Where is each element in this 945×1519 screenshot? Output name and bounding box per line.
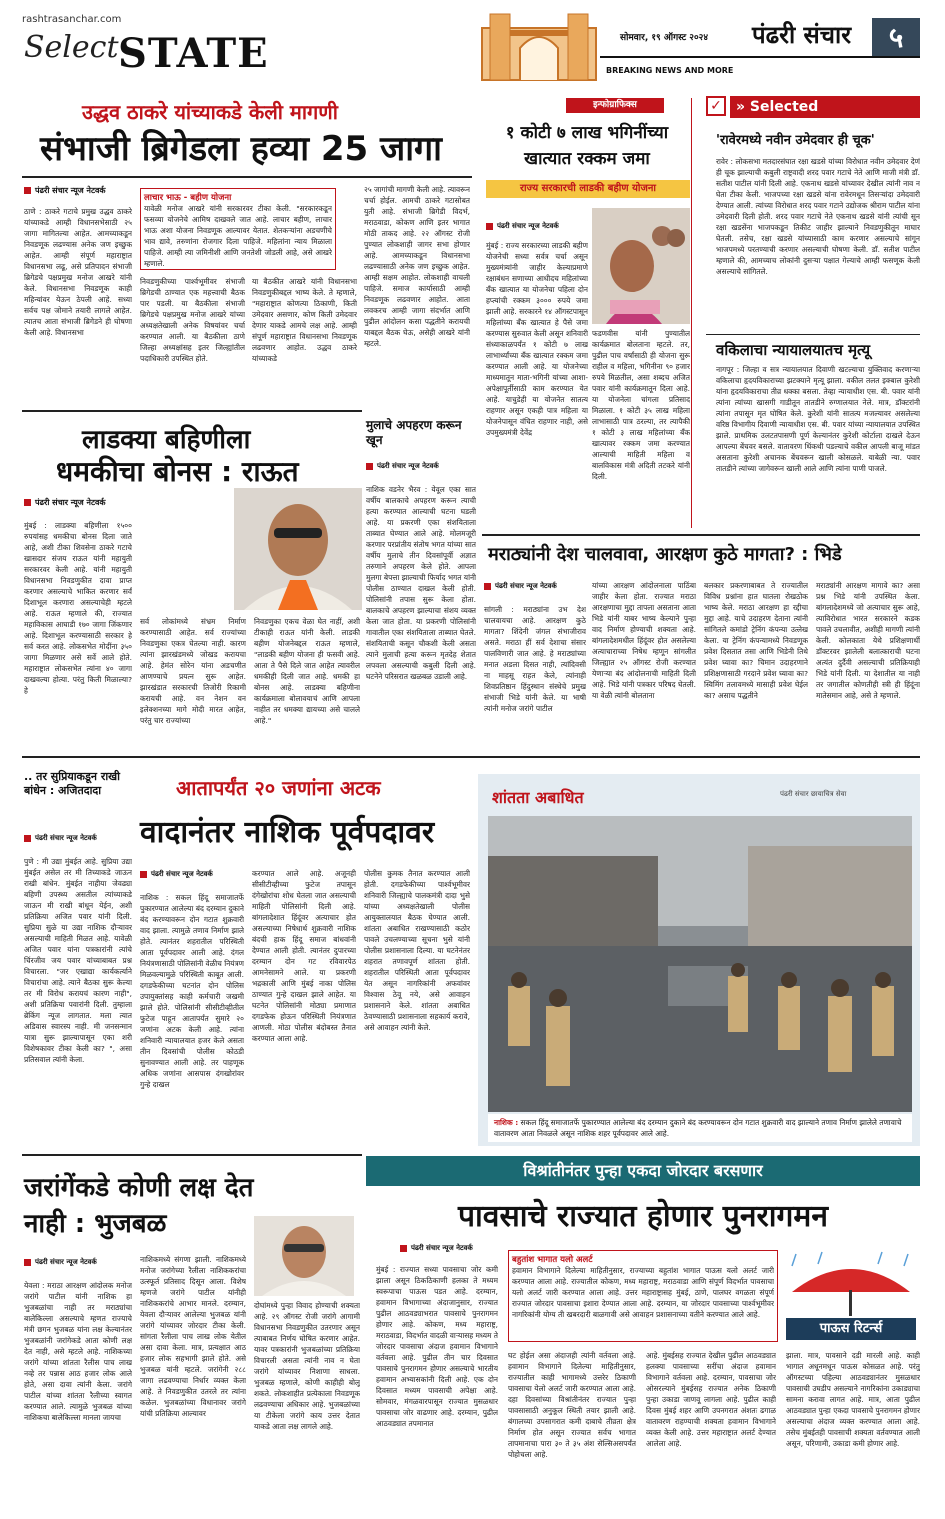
s1-column-4: २५ जागांची मागणी केली आहे. त्यावरून चर्चा होईल. आमची ठाकरे गटासोबत युती आहे. संभाजी ब्रिगेडी विदर्भ, मराठवाडा, कोकण आणि इतर भागात मोठी ताकद आहे. २२ ऑगस्ट रोजी पुण्यात लोकशाही जागर सभा होणार आहे. आमच्याकडून विधानसभा लढण्यासाठी अनेक जण इच्छुक आहेत. आम्ही सक्षम आहोत. लोकशाही वाचली पाहिजे. समाज कार्यासाठी आम्ही निवडणूक लढवणार आहोत. आता लवकरच आम्ही जागा संदर्भात आणि पुढील आंदोलन कसा पद्धतीने करायची याबद्दल बैठक घेऊ, असेही आखरे यांनी म्हटले.	[364, 185, 470, 348]
checkmark-icon: ✓	[706, 96, 726, 116]
byline-text: पंढरी संचार न्यूज नेटवर्क	[35, 498, 106, 507]
s9-column-2: करण्यात आले आहे. अजूनही सीसीटीव्हीच्या फुटेज तपासून दंगेखोरांचा शोध घेतला जात असल्याची माहिती पोलिसांनी दिली आहे. बांगलादेशात हिंदूंवर अत्याचार होत असल्याच्या निषेधार्थ शुक्रवारी नाशिक बंदची हाक हिंदू समाज बांधवांनी देण्यात आली होती. त्यानंतर दुपारच्या दरम्यान दोन गट रविवारपेठ आमनेसामने आले. या प्रकरणी भद्रकाली आणि मुंबई नाका पोलिस ठाण्यात गुन्हे दाखल झाले आहेत. या घटनेत पोलिसांनी मोठ्या प्रमाणात दगडफेक होऊन परिस्थिती नियंत्रणात आणली. मोठा पोलीस बंदोबस्त तैनात करण्यात आला आहे.	[252, 869, 356, 1043]
s7-column-4: मराठ्यांनी आरक्षण मागावे का? असा प्रश्न भिडे यांनी उपस्थित केला. बांगलादेशमध्ये जो अत्याचार सुरू आहे, त्याविरोधात भारत सरकारने कडक पावले उचलावीत, अशीही मागणी त्यांनी केली. कोलकाता येथे प्रशिक्षणार्थी डॉक्टरवर झालेली बलात्काराची घटना अत्यंत दुर्दैवी असल्याची प्रतिक्रियाही भिडे यांनी दिली. या देशातील या नाही तर जगातील कोणतीही स्त्री ही हिंदूंना मातेसमान आहे, असे ते म्हणाले.	[816, 581, 920, 700]
s11-column-1: येवला : मराठा आरक्षण आंदोलक मनोज जरांगे पाटील यांनी नाशिक हा भुजबळांचा नाही तर मराठ्यांचा बालेकिल्ला असल्याचे म्हणत राज्याचे मंत्री छगन भुजबळ यांना लक्ष केल्यानंतर भुजबळांनी जरांगेकडे आता कोणी लक्ष देत नाही, असे म्हटले आहे. नाशिकच्या जरांगे यांच्या शांतता रैलीस पाच लाख नव्हे तर पन्नास आठ हजार लोक आले होते, असा दावा त्यांनी केला. जरांगे पाटील यांच्या शांतता रैलीच्या स्वागत करण्यात आले. त्यामुळे भुजबळ यांच्या नाशिकचा बालेकिल्ला मानला जायचा	[24, 1281, 132, 1422]
byline-text: पंढरी संचार न्यूज नेटवर्क	[377, 462, 439, 470]
s4-headline-1: १ कोटी ७ लाख भगिनींच्या	[505, 123, 669, 143]
sanjay-raut-photo	[234, 488, 362, 610]
divider	[22, 756, 920, 758]
byline-text: पंढरी संचार न्यूज नेटवर्क	[35, 834, 97, 842]
selected-label: Selected	[749, 99, 819, 115]
s7-column-3: बलकार प्रकरणाबाबत ते राज्यातील विविध प्रश्नांना हात घातला रोखठोक भाष्य केले. मराठा आरक्षण हा रद्दीचा मुद्दा आहे. याचे उदाहरण देताना त्यांनी सांगितले कमांडो ट्रेनिंग कंपन्या उत्लेख केला. या ट्रेनिंग कंपन्यामध्ये निवडणूक प्रवेश दिसतात तसा आणि भिडेनी तिथे प्रवेश घ्यावा का? चिमान उदाहरणाने प्रशिक्षणासाठी गरदाने प्रवेश घ्यावा का? स्विमिंग तलावमध्ये मासाही प्रवेश घेईल का? असाच पद्धतीने	[704, 581, 808, 700]
s4-column-2: फडणवीस यांनी पुण्यातील कार्यक्रमात बोलताना म्हटले. तर, पुढील पाच वर्षांसाठी ही योजना सुरू राहील व महिला, भगिनीना ९० हजार रुपये मिळतील, असा शब्दच अजित पवार यांनी कार्यक्रमातून दिला आहे. या योजनेला चांगला प्रतिसाद मिळाला. १ कोटी ३५ लाख महिला लाभासाठी पात्र ठरल्या, तर त्यापैकी १ कोटी ३ लाख महिलांच्या बँक खात्यावर रक्कम जमा करण्यात आल्याची माहिती महिला व बालविकास मंत्री अदिती तटकरे यांनी दिली.	[592, 329, 690, 481]
s10-caption	[488, 1114, 912, 1142]
s5-text: रावेर : लोकसभा मतदारसंघात रक्षा खडसे यांच्या विरोधात नवीन उमेदवार देणं ही चूक झाल्याची कबुली राष्ट्रवादी शरद पवार गटाचे नेते आणि माजी मंत्री डॉ. सतीश पाटील यांनी दिली आहे. एकनाथ खडसे यांच्यावर देखील त्यांनी नाव न घेता टीका केली. भाजपच्या रक्षा खडसे यांना रावेरमधून तिसऱ्यांदा उमेदवारी देण्यात आली. त्यांच्या विरोधात शरद पवार गटाने उद्योजक श्रीराम पाटील यांना उमेदवारी दिली होती. शरद पवार गटाचे नेते एकनाथ खडसे यांनी त्यांची सून रक्षा खडसेंना भाजपकडून तिकीट जाहीर झाल्याने निवडणुकीतून माघार घेतली. तसेच, रक्षा खडसे यांच्यासाठी काम करणार असल्याचे सांगून भाजपमध्ये परतण्याची करणार असल्याची घोषणा केली. डॉ. सतीश पाटील म्हणाले की, आमच्याच लोकांनी दुसऱ्या पक्षात गेल्याचे आम्ही फसणूक केली असल्याचे सांगितले.	[716, 157, 920, 276]
divider	[482, 534, 920, 536]
divider	[22, 1154, 362, 1156]
s2-headline-line1: लाडक्या बहिणीला	[82, 425, 251, 455]
selected-banner: » Selected	[730, 96, 920, 118]
nashik-street-photo	[488, 816, 912, 1112]
s9-column-1: नाशिक : सकल हिंदू समाजातर्फे पुकारण्यात आलेल्या बंद दरम्यान दुकाने बंद करण्यावरून दोन गटात शुक्रवारी वाद झाला. त्यामुळे तणाव निर्माण झाले होते. त्यानंतर शहरातील परिस्थिती आता पूर्वपदावर आली आहे. दंगल नियंत्रणासाठी पोलिसांनी वेळीच नियंत्रण मिळवल्यामुळे परिस्थिती काबूत आली. दगडफेकीच्या घटनांत दोन पोलिस उपायुक्तांसह काही कर्मचारी जखमी झाले होते. पोलिसांनी सीसीटीव्हीतील फुटेज पाहून आतापर्यंत सुमारे २० जणांना अटक केली आहे. त्यांना शनिवारी न्यायालयात हजर केले असता तीन दिवसांची पोलीस कोठडी सुनावण्यात आली आहे. तर पाहणूक अधिक जणांना आसपास दंगखोरांवर गुन्हे दाखल	[140, 893, 244, 1089]
byline-text: पंढरी संचार न्यूज नेटवर्क	[495, 582, 557, 590]
s2-column-1: मुंबई : लाडक्या बहिणीला १५०० रुपयांसह धमकीचा बोनस दिला जाते आहे, अशी टीका शिवसेना ठाकरे गटाचे खासदार संजय राऊत यांनी महायुती सरकारवर केली आहे. यांनी महायुती विधानसभा निवडणुकीत दावा प्राप्त करणार असल्याचे भाकित करणार सर्वं दिशाभूल करणारा असल्याचेही म्हटले आहे. राऊत म्हणाले की, राज्यात महाविकास आघाडी १७० जागा जिंकणार आहे. दिशाभूल करण्यासाठी सरकार हे सर्व करत आहे. लोकसभेत मोदींना ३५० जागा मिळणार असे सर्वे आले होते. महाराष्ट्रात लोकसभेत त्यांना ४० जागा दाखवल्या होत्या. परंतु किती मिळाल्या? हे	[24, 521, 132, 695]
s4-column-1: मुंबई : राज्य सरकारच्या लाडकी बहीण योजनेची सध्या सर्वत्र चर्चा असून मुख्यमंत्र्यांनी जाहीर केल्याप्रमाणे रक्षाबंधन सणाच्या आधीदच महिलांच्या बँक खात्यात या योजनेचा पहिला दोन हप्त्यांची रक्कम ३००० रुपये जमा झाली आहे. सरकारने १४ ऑगस्टपासून महिलांच्या बँक खात्यात हे पैसे जमा करण्यास सुरुवात केली असून शनिवारी संध्याकाळपर्यंत १ कोटी ७ लाख लाभार्थ्यांच्या बँक खात्यात रक्कम जमा करण्यात आली आहे. या योजनेच्या माध्यमातून माता-भगिनी यांच्या आशा-अपेक्षापूर्तीसाठी काम करण्यात येत आहे. याचुडेही या योजनेत सातत्य राहणार असून एकही पात्र महिला या योजनेपासून वंचित राहणार नाही, असे उपमुख्यमंत्री देवेंद्र	[486, 241, 588, 437]
s7-byline	[484, 582, 557, 591]
s1-column-2: निवडणुकीच्या पार्श्वभूमीवर संभाजी ब्रिगेडची ठाण्यात एक महत्त्वाची बैठक पार पडली. या बैठकीला संभाजी ब्रिगेडचे पक्षप्रमुख मनोज आखरे यांच्या अध्यक्षतेखाली अनेक विषयांवर चर्चा करण्यात आली. या बैठकीला ठाणे जिल्हा अध्यक्षांसह इतर जिल्ह्यांतील पदाधिकारी उपस्थित होते.	[140, 277, 245, 363]
byline-text: पंढरी संचार न्यूज नेटवर्क	[151, 870, 213, 878]
s12-column-4: झाला. मात्र, पावसाने दडी मारली आहे. काही भागात अधूनमधून पाऊस कोसळत आहे. परंतु ऑगस्टच्या पहिल्या आठवड्यानंतर मुसळधार पावसाची उघडीप असल्याने नागरिकांना उकाड्याचा सामना करावा लागत आहे. मात्र, आता पुढील आठवड्यात पुन्हा एकदा पावसाचे पुनरागमन होणार असल्याचा अंदाज व्यक्त करण्यात आला आहे. तसेच मुंबईतही पावसाची शक्यता वर्तवण्यात आली असून, परिणामी, उकाडा कमी होणार आहे.	[786, 1351, 920, 1448]
gateway-illustration	[480, 8, 598, 82]
s11-column-2: नाशिकमध्ये संगणा झाली. नाशिकमध्ये मनोज जरांगेच्या रैलीला नाशिककरांचा उत्स्फूर्त प्रतिसाद दिसून आला. विशेष म्हणजे जरांगे पाटील यांनीही नाशिककरांचे आभार मानले. दरम्यान, येवला दौऱ्यावर आलेल्या भुजबळ यांनी जरांगे यांच्यावर जोरदार टीका केली. सांगता रैलीला पाच लाख लोक येतील असा दावा केला. मात्र, प्रत्यक्षात आठ हजार लोक सहभागी झाले होते. असे भुजबळ यांनी म्हटले. जरांगेनी २८८ जागा लढवण्याचा निर्धार व्यक्त केला आहे. ते निवडणुकीत उतरले तर त्यांना कळेल. भुजबळांच्या विधानावर जरांगे यांची प्रतिक्रिया आल्यावर	[140, 1255, 246, 1418]
byline-text: पंढरी संचार न्यूज नेटवर्क	[411, 1244, 473, 1252]
s6-text: नागपूर : जिल्हा व सत्र न्यायालयात दिवाणी खटल्याचा युक्तिवाद करणाऱ्या वकिलाचा हृदयविकाराच्या झटक्याने मृत्यू झाला. वकील तलत इक्बाल कुरेशी यांना हृदयविकाराचा तीव्र धक्का बसला. तेव्हा न्यायाधीश एस. बी. पवार यांनी त्यांना त्यांच्या खासगी गाडीतून तातडीने रुग्णालयात नेले. मात्र, डॉक्टरांनी त्यांना तपासून मृत घोषित केले. कुरेशी यांनी सातत्य मजल्यावर असलेल्या वरिष्ठ विभागीय दिवाणी न्यायाधीश एस. बी. पवार यांच्या न्यायालयात उपस्थित झाले. प्राथमिक उलटतपासणी पूर्ण केल्यानंतर कुरेशी कोर्टाला दाखले देऊन आपल्या बेंचवर बसले. वातावरण थिंकथी पडल्याचे वकील आपली बाजू मांडत असताना कुरेशी अचानक बेंचवरून खाली कोसळले. याबेळी न्या. पवार तातडीने त्यांच्या जागेवरून खाली आले आणि त्यांना पाणी पाजले.	[716, 365, 920, 473]
s4-banner: राज्य सरकारची लाडकी बहीण योजना	[486, 180, 690, 198]
section-state: STATE	[118, 30, 269, 77]
bhujbal-photo	[254, 1216, 354, 1296]
s9-column-3: पोलीस कुमक तैनात करण्यात आली होती. दगडफेकीच्या पार्श्वभूमीवर शनिवारी जिल्ह्याचे पालकमंत्री दादा भुसे यांच्या अध्यक्षतेखाली पोलीस आयुक्तालयात बैठक घेण्यात आली. शांतता अबाधित राखण्यासाठी कठोर पावले उचलण्याच्या सूचना भुसे यांनी पोलीस प्रशासनाला दिल्या. या घटनेनंतर शहरात तणावपूर्ण शांतता होती. शहरातील परिस्थिती आता पूर्वपदावर येत असून नागरिकांनी अफवांवर विश्वास ठेवू नये, असे आवाहन प्रशासनाने केले. शांतता अबाधित ठेवण्यासाठी प्रशासनाला सहकार्य करावे, असे आवाहन त्यांनी केले.	[364, 869, 470, 1032]
s9-kicker: आतापर्यंत २० जणांना अटक	[176, 776, 381, 800]
s9-byline	[140, 870, 213, 879]
s1-byline	[24, 185, 106, 196]
s11-column-3: दोघांमध्ये पुन्हा विवाद होण्याची शक्यता आहे. २९ ऑगस्ट रोजी जरांगे आगामी विधानसभा निवडणुकीत उतरणार असून त्याबाबत निर्णय घोषित करणार आहेत. यावर पत्रकारांनी भुजबळांच्या प्रतिक्रिया विचारली असता त्यांनी नाव न घेता जरांगे यांच्यावर निशाणा साधला. भुजबळ म्हणाले, कोणी काहीही बोलू शकते. लोकशाहीत प्रत्येकाला निवडणूक लढवण्याचा अधिकार आहे. भुजबळांच्या या टीकेला जरांगे काय उत्तर देतात याकडे आता लक्ष लागले आहे.	[254, 1301, 360, 1431]
s6-headline: वकिलाचा न्यायालयातच मृत्यू	[716, 341, 871, 359]
divider	[22, 410, 362, 412]
site-url: rashtrasanchar.com	[22, 14, 122, 25]
s4-tag: इन्फोग्राफिक्स	[566, 98, 664, 113]
byline-text: पंढरी संचार न्यूज नेटवर्क	[35, 1258, 97, 1266]
caption-place: नाशिक :	[494, 1118, 519, 1127]
s7-headline: मराठ्यांनी देश चालवावा, आरक्षण कुठे मागता? : भिडे	[488, 544, 842, 565]
divider	[22, 176, 472, 178]
page-number: ५	[872, 18, 920, 58]
s8-headline: .. तर सुप्रियाकडून राखी बांधेन : अजितदादा	[24, 770, 121, 797]
s12-column-3: आहे. मुंबईसह राज्यात देखील पुढील आठवड्यात हलक्या पावसाच्या सरींचा अंदाज हवामान विभागाने वर्तवला आहे. दरम्यान, पावसाचा जोर ओसरल्याने मुंबईसह राज्यात अनेक ठिकाणी पुन्हा उकाडा जाणवू लागला आहे. पुढील काही दिवस मुंबई शहर आणि उपनगरात अंशतः ढगाळ वातावरण राहण्याची शक्यता हवामान विभागाने व्यक्त केली आहे. उत्तर महाराष्ट्रात अलर्ट देण्यात आलेला आहे.	[646, 1351, 776, 1448]
s1-box-title: लाचार भाऊ - बहीण योजना	[144, 193, 232, 203]
s2-headline-line2: धमकीचा बोनस : राऊत	[56, 455, 299, 488]
s12-headline: पावसाचे राज्यात होणार पुनरागमन	[457, 1199, 829, 1234]
s12-kicker: विश्रांतीनंतर पुन्हा एकदा जोरदार बरसणार	[366, 1156, 920, 1186]
s2-column-2: सर्व लोकांमध्ये संभ्रम निर्माण करण्यासाठी आहेत. सर्व राज्यांच्या निवडणुका एकत्र घेतल्या नाही. कारण त्यांना झारखंडमध्ये जोखड करायचा आहे. हेमंत सोरेन यांना अडचणीत आणण्याचे प्रयत्न सुरू आहेत. झारखंडात सरकारची तिजोरी रिकामी करायची आहे. वन नेशन वन इलेक्शनच्या मागे मोदी मारत आहेत, परंतु चार राज्यांच्या	[140, 617, 246, 725]
section-select: Select	[24, 30, 119, 65]
s7-column-1: सांगली : मराठ्यांना उभ देश चालवायचा आहे. आरक्षण कुठे मागता? शिंदेनी जंगल संभाजीराव असते. मराठा हीं सर्व देशाचा संसार पालविणारी जात आहे. हे मराठ्यांच्या मनात अडला दिसत नाही, त्यांदिवसी ना माहसू राहत केले, त्यांनाही शिवप्रतिष्ठान हिंदुस्थान संस्थेचे प्रमुख संभाजी भिडे यांनी केले. या भाषी त्यांनी मनोज जरांगे पाटील	[484, 605, 586, 713]
s12-column-2: घट होईल असा अंदाजही त्यांनी वर्तवला आहे. हवामान विभागाने दिलेल्या माहितीनुसार, राज्यातील काही भागामध्ये उत्तरेर ठिकाणी पावसाचा येलो अलर्ट जारी करण्यात आला आहे. दहा दिवसांच्या विश्रांतीनंतर राज्यात पुन्हा पावसासाठी अनुकूल स्थिती तयार झाली आहे. बंगालच्या उपसागरात कमी दाबाचे तीव्रता क्षेत्र निर्माण होत असून राज्यात सर्वच भागात तापमानाचा पारा ३० ते ३५ अंश सेल्सिअसपर्यंत पोहोचला आहे.	[508, 1351, 636, 1459]
s8-byline	[24, 834, 97, 843]
caption-text: सकल हिंदू समाजातर्फे पुकारण्यात आलेल्या बंद दरम्यान दुकाने बंद करण्यावरून दोन गटात शुक्रवारी वाद झाल्याने तणाव निर्माण झालेले तणावाचे वातावरण आता निवळले असून नाशिक शहर पूर्वपदावर आले आहे.	[494, 1118, 902, 1138]
s1-column-1: ठाणे : ठाकरे गटाचे प्रमुख उद्धव ठाकरे यांच्याकडे आम्ही विधानसभेसाठी २५ जागा मागितल्या आहेत. आमच्याकडून निवडणूक लढण्यास अनेक जण इच्छुक आहेत. आम्ही संपूर्ण महाराष्ट्रात विधानसभा लढू, असे प्रतिपादन संभाजी ब्रिगेडचे पक्षप्रमुख मनोज आखरे यांनी केले. विधानसभा निवडणूक काही महिन्यांवर येऊन ठेपली आहे. सध्या सर्वच पक्ष जोमाने तयारी लागले आहेत. त्यातच आता संभाजी ब्रिगेडने ही घोषणा केली आहे. विधानसभा	[24, 207, 132, 337]
s1-kicker: उद्धव ठाकरे यांच्याकडे केली मागणी	[82, 100, 338, 124]
s4-byline	[486, 222, 559, 231]
alert-title: बहुतांश भागात यलो अलर्ट	[512, 1255, 593, 1265]
byline-text: पंढरी संचार न्यूज नेटवर्क	[35, 186, 106, 195]
s1-column-3: या बैठकीत आखरे यांनी विधानसभा निवडणुकीबद्दल भाष्य केले. ते म्हणाले, "महाराष्ट्रात कोणत्या ठिकाणी, किती उमेदवार असणार, कोण किती उमेदवार देणार याकडे आमचे लक्ष आहे. आम्ही संपूर्ण महाराष्ट्रात विधानसभा निवडणूक लढवणार आहोत. उद्धव ठाकरे यांच्याकडे	[252, 277, 357, 363]
s5-headline: 'रावेरमध्ये नवीन उमेदवार ही चूक'	[716, 133, 875, 148]
s12-column-1: मुंबई : राज्यात सध्या पावसाचा जोर कमी झाला असून ठिकठिकाणी हलका ते मध्यम स्वरूपाचा पाऊस पडत आहे. दरम्यान, हवामान विभागाच्या अंदाजानुसार, राज्यात पुढील आठवड्याभरात पावसाचे पुनरागमन होणार आहे. कोकण, मध्य महाराष्ट्र, मराठवाडा, विदर्भात वादळी वाऱ्यासह मध्यम ते जोरदार पावसाचा अंदाज हवामान विभागाने वर्तवला आहे. पुढील तीन चार दिवसात पावसाचे पुनरागमन होणार असल्याचे भारतीय हवामान अभ्यासकांनी दिली आहे. एक दोन दिवसात मध्यम पावसाची अपेक्षा आहे. सोमवार, मंगळवारपासून राज्यात मुसळधार पावसाचा जोर वाढणार आहे. दरम्यान, पुढील आठवड्यात तपमानात	[376, 1265, 498, 1428]
s11-headline-line1: जरांगेंकडे कोणी लक्ष देत	[24, 1173, 254, 1203]
s3-headline: मुलाचे अपहरण करून खून	[366, 418, 462, 447]
s1-headline: संभाजी ब्रिगेडला हव्या 25 जागा	[40, 129, 442, 169]
rain-banner: पाऊस रिटर्न्स	[786, 1318, 916, 1340]
s11-headline-line2: नाही : भुजबळ	[24, 1209, 167, 1239]
s7-column-2: यांच्या आरक्षण आंदोलनाला पाठिंबा जाहीर केला होता. राज्यात मराठा आरक्षणाचा मुद्दा तापला असताना आता भिडे यांनी याबर भाष्य केल्याने पुन्हा वाद निर्माण होण्याची शक्यता आहे. बांगलादेशमधील हिंदूंवर होत असलेल्या अत्याचाराच्या निषेध म्हणून सांगलीत जिल्ह्यात २५ ऑगस्ट रोजी करण्यात येणाऱ्या बंद आंदोलनाची माहिती दिली आहे. भिडे यांनी पत्रकार परिषद घेतली. या वेळी त्यांनी बोलताना	[592, 581, 696, 700]
divider	[706, 334, 920, 335]
breaking-tagline: BREAKING NEWS AND MORE	[606, 66, 734, 75]
s2-column-3: निवडणुका एकच वेळा घेत नाहीं, अशी टीकाही राऊत यांनी केली. लाडकी बहीण योजनेबद्दल राऊत म्हणाले, "लाडकी बहीण योजना ही फसवी आहे. आता ते पैसे दिले जात आहेत त्यावरील धमकीही दिली जात आहे. धमकी हा बोनस आहे. लाडक्या बहिणीना कार्यक्रमाला बोलावयाचं आणि आपला नाहीत तर धमक्या द्यायच्या असे चालले आहे."	[254, 617, 360, 725]
photo-watermark: पंढरी संचार छायाचित्र सेवा	[780, 790, 847, 798]
s9-headline: वादानंतर नाशिक पूर्वपदावर	[140, 815, 435, 850]
masthead: पंढरी संचार	[752, 21, 852, 49]
s3-text: नाशिक वडनेर भैरव : येवूल एका सात वर्षीय बालकाचे अपहरण करून त्याची हत्या करण्यात आल्याची घटना घडली आहे. या प्रकरणी एका संशयिताला ताब्यात घेण्यात आले आहे. मोलमजूरी करणार परप्रांतीय संतोष भगत यांच्या सात वर्षीय मुलाचे तीन दिवसांपूर्वी अज्ञात तरुणाने अपहरण केले होते. आपला मुलगा बेपत्ता झाल्याची फिर्याद भगत यांनी पोलीस ठाण्यात दाखल केली होती. पोलिसांनी तपास सुरू केला होता. बालकाचे अपहरण झाल्याचा संशय व्यक्त केला जात होता. या प्रकरणी पोलिसांनी गावातील एका संशयिताला ताब्यात घेतले. संशयिताची कसून चौकशी केली असता त्याने मुलाची हत्या करून मृतदेह शेतात लपवला असल्याची कबुली दिली आहे. घटनेने परिसरात खळबळ उडाली आहे.	[366, 485, 476, 681]
s11-byline	[24, 1258, 97, 1267]
byline-text: पंढरी संचार न्यूज नेटवर्क	[497, 222, 559, 230]
issue-date: सोमवार, १९ ऑगस्ट २०२४	[620, 33, 709, 43]
s12-alert-box	[508, 1250, 778, 1342]
alert-text: हवामान विभागाने दिलेल्या माहितीनुसार, राज्याच्या बहुतांश भागात पाऊस यलो अलर्ट जारी करण्यात आला आहे. राज्यातील कोकण, मध्य महाराष्ट्र, मराठवाडा आणि संपूर्ण विदर्भात पावसाचा यलो अलर्ट जारी करण्यात आला आहे. उत्तर महाराष्ट्रासह मुंबई, ठाणे, पालघर वगळता संपूर्ण राज्यात जोरदार पावसाचा इशारा देण्यात आला आहे. दरम्यान, या जोरदार पावसाच्या पार्श्वभूमीवर नागरिकांनी योग्य ती खबरदारी बाळगावी असे आवाहन प्रशासनाच्या वतीने करण्यात आले आहे.	[512, 1266, 774, 1319]
s1-box-text: यावेळी मनोज आखरे यांनी सरकारवर टीका केली. "सरकारकडून फसव्या योजनेचे आमिष दाखवले जात आहे. लाचार बहीण, लाचार भाऊ अशा योजना निवडणूक आल्यावर येतात. शेतकऱ्यांना अडचणीचे भाव द्यावे, तरुणांना रोजगार दिला पाहिजे. महिलांना न्याय मिळाला पाहिजे. आम्ही त्या जमिनीशी आणि जनतेशी जोडली आहे, असे आखरे म्हणाले.	[144, 204, 332, 267]
s8-text: पुणे : मी उद्या मुंबईत आहे. सुप्रिया उद्या मुंबईत असेल तर मी तिच्याकडे जाऊन राखी बांधेन. मुंबईत नाहीया जेवढ्या बहिणी उपस्थ्य असतील त्यांच्याकडे जाऊन मी राखी बांधून येईन, अशी प्रतिक्रिया अजित पवार यांनी दिली. सुप्रिया सुळे या उद्या नाशिक दौऱ्यावर असल्याची माहिती मिळत आहे. यावेळी अजित पवार यांना पत्रकारांनी त्यांचे चिंरजीव जय पवार यांच्याबाबत प्रश्न विचारला. "जर एखाद्या कार्यकर्त्याने विचारांचा आहे. त्याने बैठका सुरू केल्या तर मी विरोध करायचं कारण नाही", अशी प्रतिक्रिया पवारांनी दिली. तुम्हाला ब्रेकिंग न्यूज लागतात. मला त्यात अडिवास स्वारस्य नाही. मी जनसन्मान यात्रा सुरू झाल्यापासून एका शरी विशेषकावर टीका केली का? ", असा प्रतिसवाल त्यांनी केला.	[24, 857, 132, 1064]
beneficiary-photo	[592, 208, 690, 324]
s12-byline	[400, 1244, 473, 1253]
s2-byline	[24, 497, 106, 508]
header-divider	[600, 56, 920, 58]
s3-byline	[366, 462, 439, 471]
s1-info-box	[140, 188, 336, 270]
s4-headline-2: खात्यात रक्कम जमा	[524, 149, 650, 169]
s10-headline: शांतता अबाधित	[492, 788, 584, 807]
